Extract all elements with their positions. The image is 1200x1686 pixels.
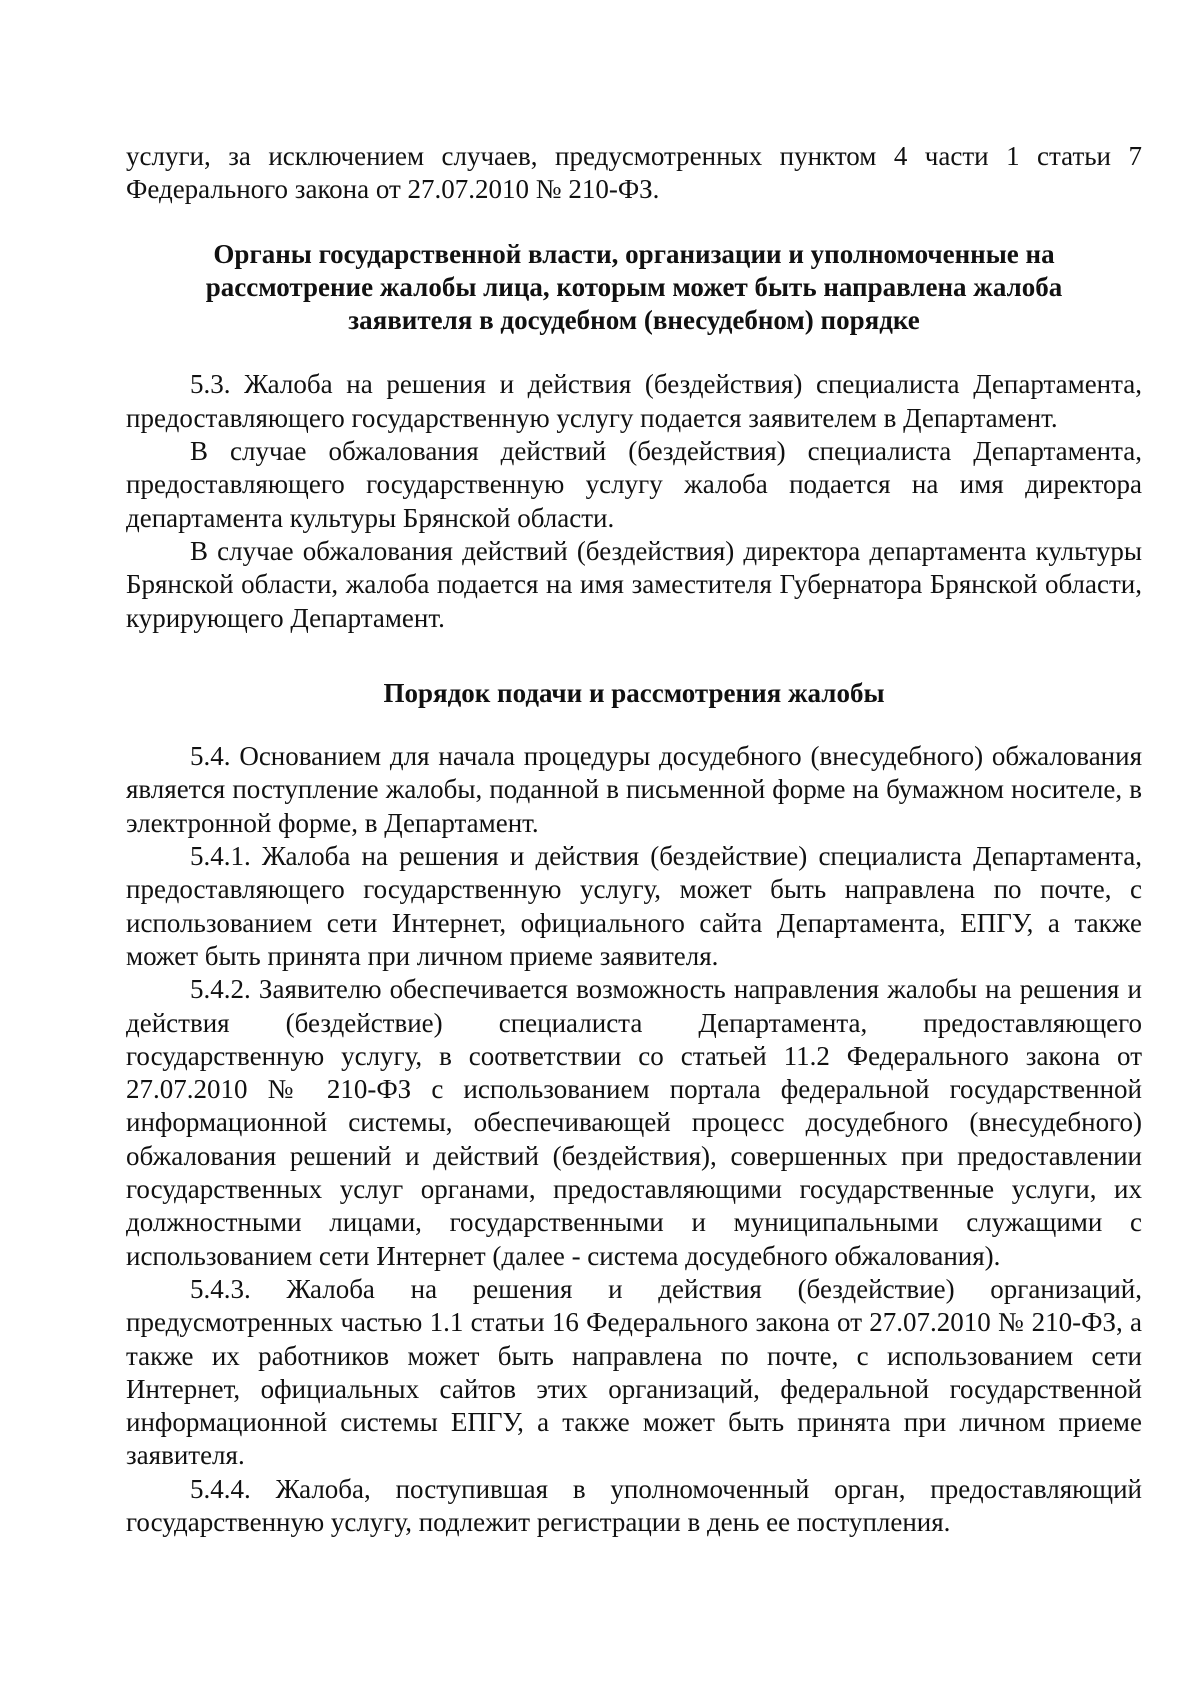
section2-body	[126, 740, 1142, 1539]
section1-heading	[126, 238, 1142, 338]
paragraph-5-4: 5.4. Основанием для начала процедуры досудебного (внесудебного) обжалования является поступление жалобы, поданной в письменной форме на бумажном носителе, в электронной форме, в Департамент.	[126, 741, 1142, 838]
section1-body	[126, 368, 1142, 634]
section1-heading-line: Органы государственной власти, организации и уполномоченные на	[213, 238, 1055, 269]
paragraph-5-3: 5.3. Жалоба на решения и действия (бездействия) специалиста Департамента, предоставляющего государственную услугу подается заявителем в Департамент.	[126, 369, 1142, 433]
document-page	[126, 140, 1142, 1539]
paragraph-5-4-3: 5.4.3. Жалоба на решения и действия (бездействие) организаций, предусмотренных частью 1.1 статьи 16 Федерального закона от 27.07.2010 № 210-ФЗ, а также их работников может быть направлена по почте, с использованием сети Интернет, официальных сайтов этих организаций, федеральной государственной информационной системы ЕПГУ, а также может быть принята при личном приеме заявителя.	[126, 1273, 1142, 1471]
section2-heading: Порядок подачи и рассмотрения жалобы	[383, 677, 885, 708]
section1-heading-line: заявителя в досудебном (внесудебном) порядке	[348, 305, 920, 336]
paragraph-5-4-1: 5.4.1. Жалоба на решения и действия (бездействие) специалиста Департамента, предоставляющего государственную услугу, может быть направлена по почте, с использованием сети Интернет, официального сайта Департамента, ЕПГУ, а также может быть принята при личном приеме заявителя.	[126, 841, 1142, 971]
section1-heading-line: рассмотрение жалобы лица, которым может быть направлена жалоба	[205, 271, 1063, 302]
paragraph-5-4-2: 5.4.2. Заявителю обеспечивается возможность направления жалобы на решения и действия (бездействие) специалиста Департамента, предоставляющего государственную услугу, в соответствии со статьей 11.2 Федерального закона от 27.07.2010 № 210-ФЗ с использованием портала федеральной государственной информационной системы, обеспечивающей процесс досудебного (внесудебного) обжалования решений и действий (бездействия), совершенных при предоставлении государственных услуг органами, предоставляющими государственные услуги, их должностными лицами, государственными и муниципальными служащими с использованием сети Интернет (далее - система досудебного обжалования).	[126, 974, 1142, 1271]
paragraph-director-appeal: В случае обжалования действий (бездействия) директора департамента культуры Брянской области, жалоба подается на имя заместителя Губернатора Брянской области, курирующего Департамент.	[126, 535, 1142, 633]
paragraph-5-4-4: 5.4.4. Жалоба, поступившая в уполномоченный орган, предоставляющий государственную услугу, подлежит регистрации в день ее поступления.	[126, 1473, 1142, 1537]
intro-paragraph: услуги, за исключением случаев, предусмотренных пунктом 4 части 1 статьи 7 Федерального закона от 27.07.2010 № 210-ФЗ.	[126, 141, 1142, 205]
paragraph-specialist-appeal: В случае обжалования действий (бездействия) специалиста Департамента, предоставляющего государственную услугу жалоба подается на имя директора департамента культуры Брянской области.	[126, 436, 1142, 533]
